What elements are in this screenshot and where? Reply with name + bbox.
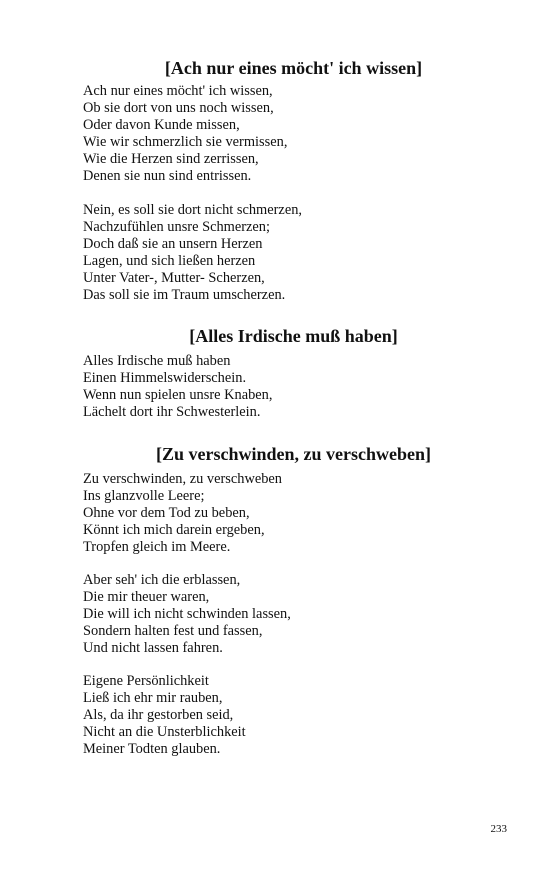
verse-line: Denen sie nun sind entrissen. [83, 168, 252, 184]
verse-line: Ließ ich ehr mir rauben, [83, 690, 223, 706]
verse-line: Tropfen gleich im Meere. [83, 539, 231, 555]
verse-line: Doch daß sie an unsern Herzen [83, 236, 263, 252]
verse-line: Zu verschwinden, zu verschweben [83, 471, 282, 487]
poem-title-1: [Ach nur eines möcht' ich wissen] [164, 58, 423, 78]
poem-3-stanza-1 [83, 471, 282, 556]
verse-line: Einen Himmelswiderschein. [83, 370, 247, 386]
verse-line: Aber seh' ich die erblassen, [83, 572, 241, 588]
verse-line: Nein, es soll sie dort nicht schmerzen, [83, 202, 303, 218]
verse-line: Das soll sie im Traum umscherzen. [83, 287, 286, 303]
verse-line: Wie wir schmerzlich sie vermissen, [83, 134, 288, 150]
verse-line: Die mir theuer waren, [83, 589, 210, 605]
verse-line: Ins glanzvolle Leere; [83, 488, 205, 504]
verse-line: Ob sie dort von uns noch wissen, [83, 100, 274, 116]
verse-line: Lächelt dort ihr Schwesterlein. [83, 404, 261, 420]
verse-line: Und nicht lassen fahren. [83, 640, 223, 656]
verse-line: Sondern halten fest und fassen, [83, 623, 263, 639]
verse-line: Lagen, und sich ließen herzen [83, 253, 256, 269]
verse-line: Oder davon Kunde missen, [83, 117, 240, 133]
poem-1-stanza-1 [83, 83, 287, 185]
verse-line: Ohne vor dem Tod zu beben, [83, 505, 250, 521]
poem-3-stanza-3 [83, 673, 246, 758]
verse-line: Nicht an die Unsterblichkeit [83, 724, 246, 740]
verse-line: Ach nur eines möcht' ich wissen, [83, 83, 273, 99]
verse-line: Als, da ihr gestorben seid, [83, 707, 234, 723]
poem-1-stanza-2 [83, 202, 302, 304]
verse-line: Wie die Herzen sind zerrissen, [83, 151, 259, 167]
poem-2-stanza-1 [83, 353, 272, 421]
poem-3-stanza-2 [83, 572, 291, 657]
verse-line: Nachzufühlen unsre Schmerzen; [83, 219, 271, 235]
page-number: 233 [490, 823, 507, 835]
verse-line: Könnt ich mich darein ergeben, [83, 522, 265, 538]
poem-title-2: [Alles Irdische muß haben] [189, 326, 398, 346]
verse-line: Die will ich nicht schwinden lassen, [83, 606, 291, 622]
poem-title-3: [Zu verschwinden, zu verschweben] [156, 444, 431, 464]
verse-line: Eigene Persönlichkeit [83, 673, 209, 689]
verse-line: Unter Vater-, Mutter- Scherzen, [83, 270, 265, 286]
verse-line: Alles Irdische muß haben [83, 353, 231, 369]
verse-line: Meiner Todten glauben. [83, 741, 221, 757]
verse-line: Wenn nun spielen unsre Knaben, [83, 387, 273, 403]
